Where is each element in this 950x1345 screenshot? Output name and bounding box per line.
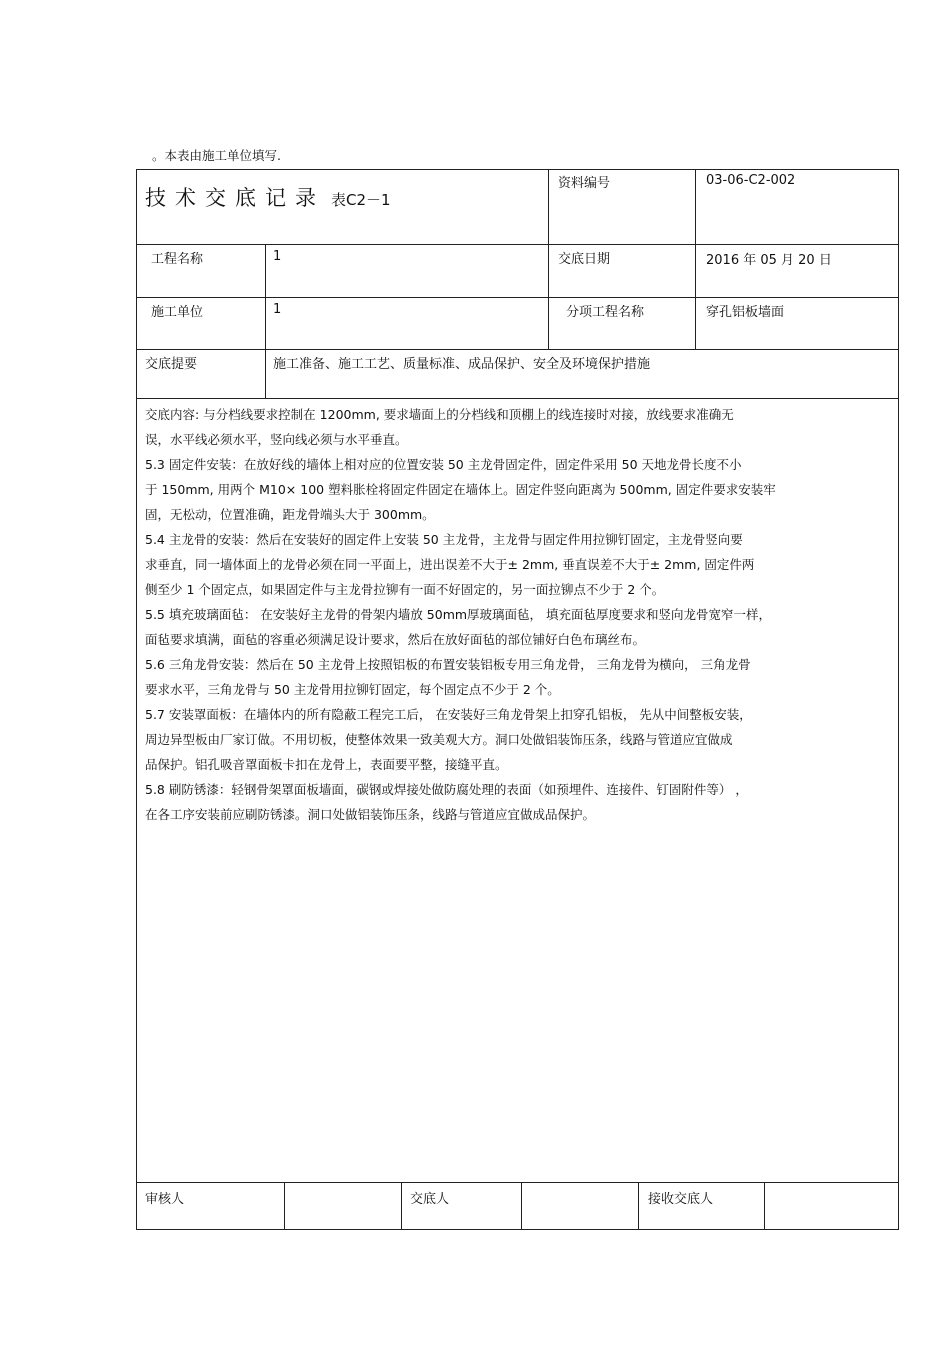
subproject-name-value: 穿孔铝板墙面 (706, 305, 785, 320)
col-divider (548, 297, 549, 350)
content-line: 5.7 安装罩面板：在墙体内的所有隐蔽工程完工后， 在安装好三角龙骨架上扣穿孔铝板， 先从中间整板安装， (145, 707, 752, 722)
col-divider (695, 170, 696, 350)
col-divider (548, 170, 549, 298)
content-line: 侧至少 1 个固定点，如果固定件与主龙骨拉铆有一面不好固定的，另一面拉铆点不少于 2 个。 (145, 582, 665, 597)
row-divider (137, 297, 898, 298)
construction-unit-label: 施工单位 (151, 305, 204, 320)
col-divider (265, 244, 266, 399)
disclosure-date-label: 交底日期 (558, 252, 611, 267)
content-line: 于 150mm, 用两个 M10× 100 塑料胀栓将固定件固定在墙体上。固定件竖向距离为 500mm, 固定件要求安装牢 (145, 482, 776, 497)
content-line: 求垂直，同一墙体面上的龙骨必须在同一平面上，进出误差不大于± 2mm, 垂直误差不大于± 2mm, 固定件两 (145, 557, 755, 572)
disclosure-content (145, 402, 891, 827)
col-divider (638, 1182, 639, 1230)
col-divider (521, 1182, 522, 1230)
col-divider (284, 1182, 285, 1230)
reviewer-label: 审核人 (145, 1192, 185, 1207)
receiver-label: 接收交底人 (648, 1192, 714, 1207)
project-name-label: 工程名称 (151, 252, 204, 267)
row-divider (137, 398, 898, 399)
summary-label: 交底提要 (145, 357, 198, 372)
content-line: 交底内容: 与分档线要求控制在 1200mm, 要求墙面上的分档线和顶棚上的线连接时对接，放线要求准确无 (145, 407, 734, 422)
content-line: 在各工序安装前应刷防锈漆。洞口处做铝装饰压条，线路与管道应宜做成品保护。 (145, 807, 596, 822)
content-line: 面毡要求填满，面毡的容重必须满足设计要求，然后在放好面毡的部位铺好白色布璃丝布。 (145, 632, 646, 647)
summary-value: 施工准备、施工工艺、质量标准、成品保护、安全及环境保护措施 (273, 357, 651, 372)
content-line: 5.5 填充玻璃面毡： 在安装好主龙骨的骨架内墙放 50mm厚玻璃面毡， 填充面毡厚度要求和竖向龙骨宽窄一样， (145, 607, 772, 622)
row-divider (137, 244, 898, 245)
project-name-value: 1 (273, 249, 282, 264)
discloser-label: 交底人 (410, 1192, 450, 1207)
content-line: 5.6 三角龙骨安装：然后在 50 主龙骨上按照铝板的布置安装铝板专用三角龙骨， 三角龙骨为横向， 三角龙骨 (145, 657, 751, 672)
row-divider (137, 1182, 898, 1183)
doc-no-label: 资料编号 (558, 176, 611, 191)
form-title-text: 技术交底记录 (145, 186, 325, 210)
row-divider (137, 349, 898, 350)
form-title (145, 182, 391, 212)
subproject-name-label: 分项工程名称 (566, 305, 645, 320)
content-line: 5.8 刷防锈漆：轻钢骨架罩面板墙面，碳钢或焊接处做防腐处理的表面（如预埋件、连接件、钉固附件等） ， (145, 782, 748, 797)
content-line: 5.3 固定件安装：在放好线的墙体上相对应的位置安装 50 主龙骨固定件，固定件采用 50 天地龙骨长度不小 (145, 457, 742, 472)
form-code: 表C2－1 (331, 191, 391, 209)
content-line: 品保护。铝孔吸音罩面板卡扣在龙骨上，表面要平整，接缝平直。 (145, 757, 508, 772)
construction-unit-value: 1 (273, 302, 282, 317)
content-line: 误，水平线必须水平，竖向线必须与水平垂直。 (145, 432, 408, 447)
content-line: 5.4 主龙骨的安装：然后在安装好的固定件上安装 50 主龙骨，主龙骨与固定件用拉铆钉固定，主龙骨竖向要 (145, 532, 743, 547)
form-note: 。本表由施工单位填写. (152, 148, 281, 163)
content-line: 固，无松动，位置准确，距龙骨端头大于 300mm。 (145, 507, 435, 522)
disclosure-date-value: 2016 年 05 月 20 日 (706, 253, 832, 268)
col-divider (401, 1182, 402, 1230)
disclosure-form (136, 169, 899, 1230)
doc-no-value: 03-06-C2-002 (706, 173, 796, 188)
content-line: 周边异型板由厂家订做。不用切板，使整体效果一致美观大方。洞口处做铝装饰压条，线路与管道应宜做成 (145, 732, 733, 747)
content-line: 要求水平，三角龙骨与 50 主龙骨用拉铆钉固定，每个固定点不少于 2 个。 (145, 682, 560, 697)
col-divider (764, 1182, 765, 1230)
